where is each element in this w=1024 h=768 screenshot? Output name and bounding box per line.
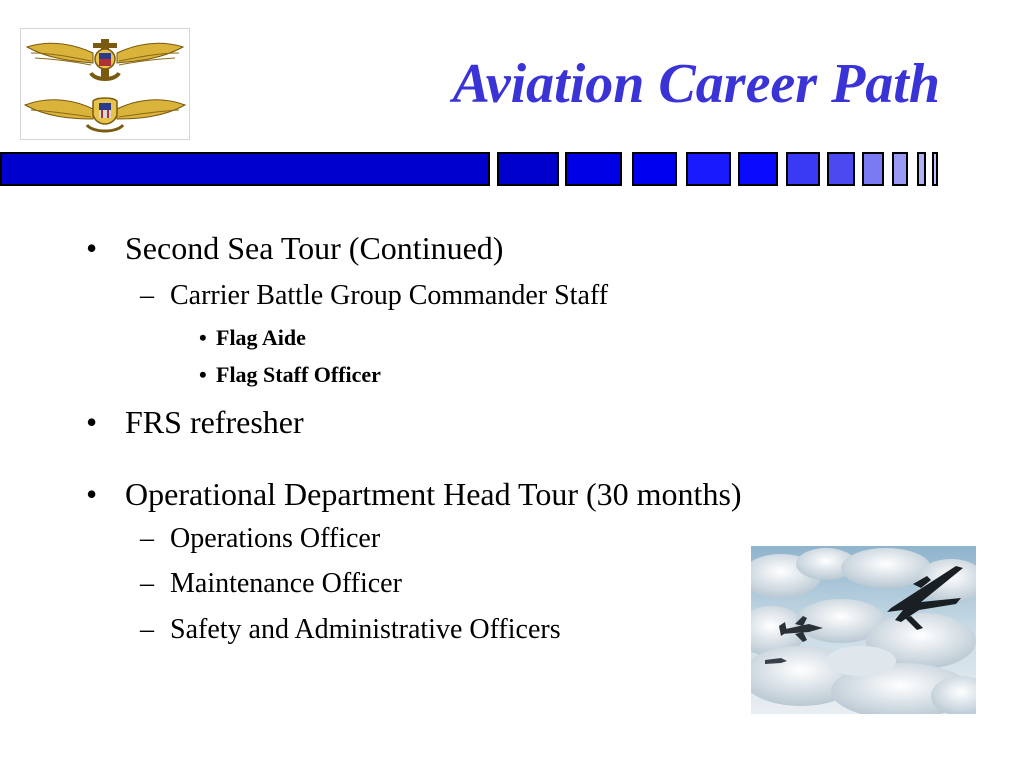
sub-sub-bullet-item: Flag Aide [216,325,306,350]
dash-marker: – [140,280,154,311]
bullet-item: FRS refresher [125,404,304,440]
bullet-marker: • [199,362,207,387]
sub-bullet-item: Carrier Battle Group Commander Staff [170,280,609,311]
slide-title: Aviation Career Path [452,53,940,115]
fighter-jets-over-clouds-image [751,546,976,714]
sub-bullet-item: Operations Officer [170,523,381,554]
bullet-marker: • [86,230,98,266]
bullet-item: Operational Department Head Tour (30 months) [125,476,742,512]
dash-marker: – [140,614,154,645]
dash-marker: – [140,523,154,554]
bullet-marker: • [86,476,98,512]
sub-sub-bullet-item: Flag Staff Officer [216,362,381,387]
bullet-marker: • [199,325,207,350]
bullet-marker: • [86,404,98,440]
dash-marker: – [140,568,154,599]
bullet-item: Second Sea Tour (Continued) [125,230,504,266]
sub-bullet-item: Maintenance Officer [170,568,402,599]
sub-bullet-item: Safety and Administrative Officers [170,614,561,645]
